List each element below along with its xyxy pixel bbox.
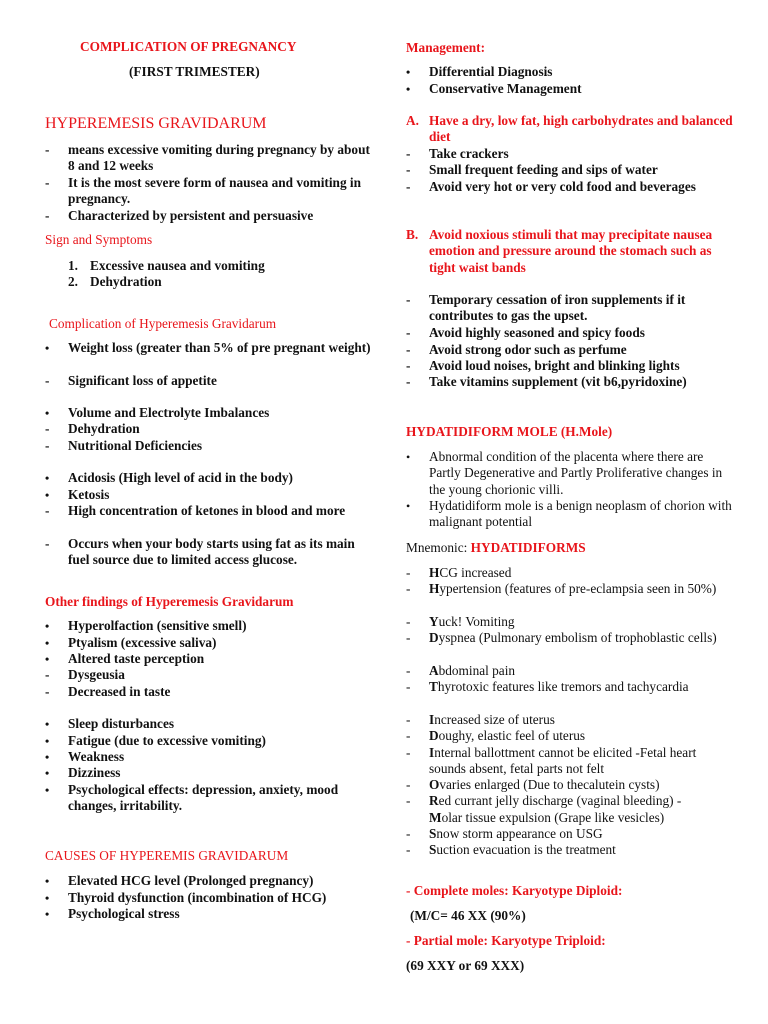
list-marker: - (406, 842, 411, 857)
mnemonic-item (406, 679, 736, 695)
list-item: • Psychological effects: depression, anxiety, mood changes, irritability. (45, 782, 339, 814)
mole-heading: HYDATIDIFORM MOLE (H.Mole) (406, 424, 613, 439)
list-marker: - (406, 728, 411, 743)
list-item: - Avoid very hot or very cold food and beverages (406, 179, 696, 194)
list-item: • Dizziness (45, 765, 121, 780)
mnemonic-rest: ncreased size of uterus (434, 712, 555, 727)
mnemonic-item (406, 810, 736, 826)
list-item: - Take vitamins supplement (vit b6,pyridoxine) (406, 374, 687, 389)
mnemonic-letter: A (429, 663, 439, 678)
mnemonic-letter: H (429, 565, 440, 580)
other-findings-heading: Other findings of Hyperemesis Gravidarum (45, 594, 294, 609)
mnemonic-text (429, 581, 736, 597)
management-heading: Management: (406, 40, 486, 55)
list-item: • Fatigue (due to excessive vomiting) (45, 733, 266, 748)
mnemonic-letter: D (429, 728, 439, 743)
mnemonic-text (429, 826, 736, 842)
list-marker: - (406, 745, 411, 760)
list-item: • Elevated HCG level (Prolonged pregnancy) (45, 873, 314, 888)
mnemonic-item (406, 581, 736, 597)
mnemonic-text (429, 777, 736, 793)
list-marker: - (406, 663, 411, 678)
list-item: • Volume and Electrolyte Imbalances (45, 405, 270, 420)
mnemonic-rest: ypertension (features of pre-eclampsia seen in 50%) (439, 581, 717, 596)
mnemonic-text (429, 679, 736, 695)
mnemonic-line: Mnemonic: HYDATIDIFORMS (406, 540, 586, 555)
list-marker: - (406, 630, 411, 645)
mnemonic-text (429, 793, 736, 809)
page-title: COMPLICATION OF PREGNANCY (80, 39, 297, 54)
mnemonic-letter: Y (429, 614, 439, 629)
mnemonic-item (406, 793, 736, 809)
mnemonic-text (429, 663, 736, 679)
complete-moles-karyotype: (M/C= 46 XX (90%) (410, 908, 526, 923)
list-item: • Weakness (45, 749, 125, 764)
list-item: • Differential Diagnosis (406, 64, 553, 79)
mnemonic-text (429, 810, 736, 826)
mnemonic-text (429, 728, 736, 744)
list-item: - Dysgeusia (45, 667, 125, 682)
mnemonic-item (406, 614, 736, 630)
mnemonic-rest: uck! Vomiting (438, 614, 515, 629)
mnemonic-text (429, 565, 736, 581)
list-item: - Nutritional Deficiencies (45, 438, 203, 453)
mnemonic-rest: CG increased (439, 565, 512, 580)
mnemonic-rest: bdominal pain (438, 663, 516, 678)
mnemonic-letter: R (429, 793, 439, 808)
list-item: 1. Excessive nausea and vomiting (68, 258, 265, 273)
list-item: • Hyperolfaction (sensitive smell) (45, 618, 247, 633)
mnemonic-rest: olar tissue expulsion (Grape like vesicles) (441, 810, 665, 825)
list-marker: - (406, 777, 411, 792)
management-step-a: A. Have a dry, low fat, high carbohydrates and balanced diet (406, 113, 733, 145)
mnemonic-rest: oughy, elastic feel of uterus (438, 728, 586, 743)
mnemonic-letter: I (429, 745, 435, 760)
list-item: 2. Dehydration (68, 274, 162, 289)
mnemonic-letter: S (429, 842, 437, 857)
list-marker: - (406, 712, 411, 727)
mnemonic-letter: I (429, 712, 435, 727)
mnemonic-text (429, 745, 736, 778)
list-item: • Altered taste perception (45, 651, 205, 666)
list-item: - Take crackers (406, 146, 509, 161)
list-item: - Decreased in taste (45, 684, 171, 699)
complication-heading: Complication of Hyperemesis Gravidarum (49, 316, 277, 331)
management-step-b: B. Avoid noxious stimuli that may precipitate nausea emotion and pressure around the stomach such as tight waist bands (406, 227, 713, 275)
mnemonic-rest: uction evacuation is the treatment (436, 842, 616, 857)
list-item: • Sleep disturbances (45, 716, 175, 731)
list-item: - Occurs when your body starts using fat as its main fuel source due to limited access glucose. (45, 536, 355, 568)
mnemonic-text (429, 842, 736, 858)
partial-mole-label: - Partial mole: Karyotype Triploid: (406, 933, 606, 948)
list-item: - means excessive vomiting during pregnancy by about 8 and 12 weeks (45, 142, 370, 174)
list-item: • Thyroid dysfunction (incombination of HCG) (45, 890, 327, 905)
list-item: - Characterized by persistent and persuasive (45, 208, 314, 223)
mnemonic-rest: yspnea (Pulmonary embolism of trophoblastic cells) (438, 630, 717, 645)
list-item: • Acidosis (High level of acid in the body) (45, 470, 293, 485)
list-marker (406, 810, 429, 826)
signs-heading: Sign and Symptoms (45, 232, 153, 247)
list-marker: - (406, 679, 411, 694)
list-item: - Avoid loud noises, bright and blinking lights (406, 358, 680, 373)
list-item: • Psychological stress (45, 906, 180, 921)
list-marker: - (406, 793, 411, 808)
mnemonic-item (406, 842, 736, 858)
mnemonic-item (406, 565, 736, 581)
mnemonic-item (406, 826, 736, 842)
mnemonic-item (406, 745, 736, 778)
mnemonic-item (406, 630, 736, 646)
mnemonic-item (406, 663, 736, 679)
mnemonic-rest: varies enlarged (Due to thecalutein cysts) (439, 777, 660, 792)
list-item: - It is the most severe form of nausea and vomiting in pregnancy. (45, 175, 362, 207)
list-item: • Ptyalism (excessive saliva) (45, 635, 217, 650)
mnemonic-item (406, 712, 736, 728)
complete-moles-label: - Complete moles: Karyotype Diploid: (406, 883, 623, 898)
list-marker: - (406, 826, 411, 841)
mnemonic-rest: ed currant jelly discharge (vaginal bleeding) - (438, 793, 682, 808)
list-marker: - (406, 565, 411, 580)
list-item: - Significant loss of appetite (45, 373, 217, 388)
mnemonic-rest: now storm appearance on USG (436, 826, 603, 841)
mnemonic-letter: D (429, 630, 439, 645)
mnemonic-text (429, 712, 736, 728)
mnemonic-rest: nternal ballottment cannot be elicited -Fetal heart sounds absent, fetal parts not felt (429, 745, 697, 777)
list-item: - Small frequent feeding and sips of water (406, 162, 658, 177)
list-item: • Ketosis (45, 487, 110, 502)
list-marker: - (406, 614, 411, 629)
mnemonic-item (406, 777, 736, 793)
mnemonic-item (406, 728, 736, 744)
mnemonic-letter: S (429, 826, 437, 841)
mnemonic-letter: T (429, 679, 438, 694)
partial-mole-karyotype: (69 XXY or 69 XXX) (406, 958, 525, 973)
mnemonic-text (429, 630, 736, 646)
list-item: • Conservative Management (406, 81, 582, 96)
hyperemesis-heading: HYPEREMESIS GRAVIDARUM (45, 115, 267, 132)
list-marker: - (406, 581, 411, 596)
list-item: • Hydatidiform mole is a benign neoplasm of chorion with malignant potential (406, 498, 732, 530)
list-item: • Abnormal condition of the placenta where there are Partly Degenerative and Partly Proliferative changes in the young chorionic villi. (406, 449, 723, 497)
list-item: - Avoid strong odor such as perfume (406, 342, 627, 357)
mnemonic-letter: H (429, 581, 440, 596)
list-item: - High concentration of ketones in blood and more (45, 503, 346, 518)
list-item: - Dehydration (45, 421, 140, 436)
mnemonic-letter: O (429, 777, 440, 792)
mnemonic-letter: M (429, 810, 442, 825)
causes-heading: CAUSES OF HYPEREMIS GRAVIDARUM (45, 848, 289, 863)
mnemonic-rest: hyrotoxic features like tremors and tachycardia (437, 679, 689, 694)
list-item: - Avoid highly seasoned and spicy foods (406, 325, 645, 340)
page-subtitle: (FIRST TRIMESTER) (129, 64, 260, 79)
list-item: • Weight loss (greater than 5% of pre pregnant weight) (45, 340, 371, 355)
mnemonic-word: HYDATIDIFORMS (470, 540, 586, 555)
list-item: - Temporary cessation of iron supplements if it contributes to gas the upset. (406, 292, 686, 324)
mnemonic-text (429, 614, 736, 630)
